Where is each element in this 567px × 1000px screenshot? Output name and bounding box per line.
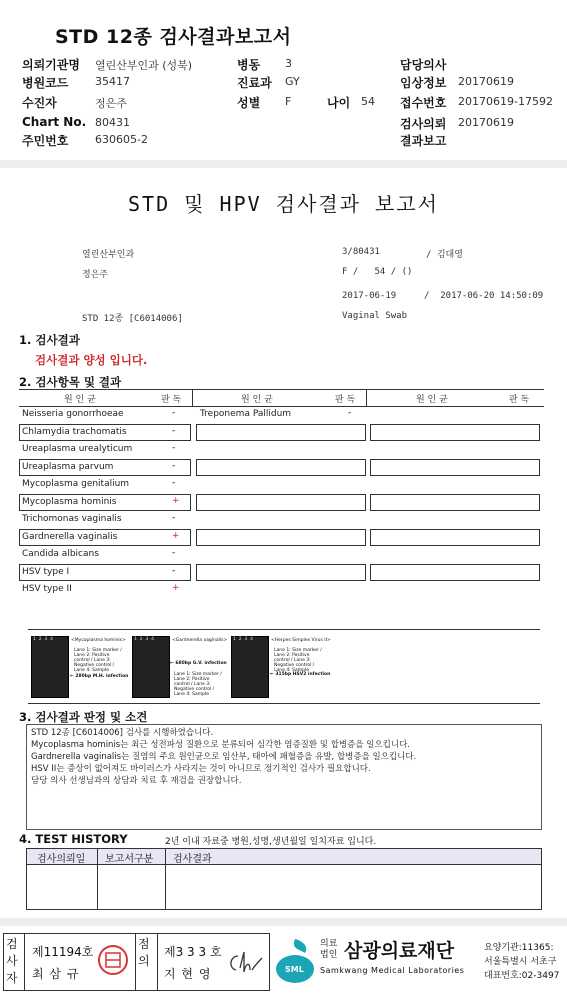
pathogen-name: Mycoplasma hominis [22,497,117,507]
org-name: 삼광의료재단 [344,940,455,962]
gel-band: ← 315bp HSV2 infection [270,672,331,677]
pathogen-name: HSV type I [22,567,70,577]
field-label: 주민번호 [22,134,69,148]
org-info-3: 대표번호:02-3497 [484,971,560,981]
history-col: 검사의뢰일 [37,854,86,865]
result-table-header [19,389,544,407]
opinion-line: 담당 의사 선생님과의 상담과 치료 후 재검을 권장합니다. [31,776,242,786]
field-label: 의뢰기관명 [22,58,80,72]
gel-title: <Mycoplasma hominis> [71,638,126,643]
judge-sign: - [172,548,176,558]
gel-bottom-rule [28,703,540,704]
col-pathogen: 원 인 균 [64,395,96,405]
judge-sign: - [172,478,176,488]
opinion-line: HSV II는 증상이 없어져도 바이러스가 사라지는 것이 아니므로 정기적인 검사가 필요합니다. [31,764,371,774]
field-value: 80431 [95,116,130,129]
field-label: 임상정보 [400,76,447,90]
col-divider [192,390,193,406]
pathogen-name: Neisseria gonorrhoeae [22,409,124,419]
pathogen-name: Mycoplasma genitalium [22,479,130,489]
org-info-2: 서울특별시 서초구 [484,957,557,967]
gel-band: ← 280bp M.H. infection [70,674,129,679]
opinion-line: Gardnerella vaginalis는 질염의 주요 원인균으로 임산부, 태아에 패혈증을 유발, 합병증을 일으킵니다. [31,752,417,762]
history-divider [97,849,98,909]
org-english: Samkwang Medical Laboratories [320,966,465,975]
inspector-license: 제11194호 [32,945,94,959]
field-label: 수진자 [22,96,57,110]
info-date-received: 2017-06-19 [342,291,397,301]
signature-box [3,933,270,991]
field-value: GY [285,75,300,88]
section1-result: 검사결과 양성 입니다. [35,353,148,367]
empty-result-box [196,529,366,546]
gel-image-gv [132,636,170,698]
field-label: 진료과 [237,76,272,90]
pathogen-name: Trichomonas vaginalis [22,514,122,524]
judge-sign: - [172,566,176,576]
footer-rule [135,934,136,990]
field-value: 열린산부인과 (성북) [95,59,193,72]
logo-text: SML [285,965,304,974]
gel-legend: Lane 1: Size marker / Lane 2: Positive control / Lane 3: Negative control / Lane 4: Sample [274,648,322,673]
pathogen-name: Ureaplasma parvum [22,462,114,472]
info-doctor: / 김대영 [426,250,463,260]
empty-result-box [196,424,366,441]
empty-result-box [196,494,366,511]
gel-title: <Gardnerella vaginalis> [172,638,228,643]
field-value: F [285,95,292,108]
info-test: STD 12종 [C6014006] [82,314,183,324]
inspector-label: 검사자 [6,937,18,985]
col-pathogen: 원 인 균 [416,395,448,405]
info-patient: 정은주 [82,270,109,280]
empty-result-box [196,564,366,581]
col-divider [366,390,367,406]
col2-first-sign: - [348,408,352,418]
info-chart: 3/80431 [342,247,380,257]
field-label: 나이 [327,96,351,110]
pathogen-name: Candida albicans [22,549,99,559]
opinion-line: STD 12종 [C6014006] 검사를 시행하였습니다. [31,728,214,738]
field-label: 검사의뢰 [400,117,447,131]
pathogen-name: Gardnerella vaginalis [22,532,118,542]
section2-title: 2. 검사항목 및 결과 [19,375,122,389]
judge-sign: - [172,513,176,523]
gel-top-rule [28,629,540,630]
gel-title: <Herpes Simplex Virus II> [271,638,331,643]
info-date-reported: / 2017-06-20 14:50:09 [424,291,544,301]
opinion-line: Mycoplasma hominis는 최근 성전파성 질환으로 분류되어 심각한 염증질환 및 합병증을 일으킵니다. [31,740,411,750]
judge-sign: + [172,583,180,593]
field-value: 3 [285,57,292,70]
gel-lanes: 1 2 3 4 [134,637,155,642]
gel-legend: Lane 1: Size marker / Lane 2: Positive control / Lane 3: Negative control / Lane 4: Sample [74,648,122,673]
col-judge: 판 독 [161,395,182,405]
inspector-name: 최 삼 규 [32,967,80,981]
judge-sign: + [172,496,180,506]
opinion-box [26,724,542,830]
gel-lanes: 1 2 3 4 [33,637,54,642]
org-prefix: 의료법인 [320,939,338,960]
field-value: 630605-2 [95,133,148,146]
gel-lanes: 1 2 3 4 [233,637,254,642]
field-label: 병원코드 [22,76,69,90]
inspector-seal-icon [96,943,130,977]
doctor-license: 제3 3 3 호 [164,945,222,959]
field-label: 담당의사 [400,58,447,72]
info-specimen: Vaginal Swab [342,311,408,321]
judge-sign: - [172,443,176,453]
field-value: 20170619 [458,116,514,129]
judge-sign: - [172,461,176,471]
field-label: Chart No. [22,115,87,129]
section4-title: 4. TEST HISTORY [19,832,128,846]
section1-title: 1. 검사결과 [19,333,80,347]
field-label: 성별 [237,96,261,110]
empty-result-box [370,459,540,476]
field-value: 35417 [95,75,130,88]
footer-divider [0,918,567,926]
doctor-name: 지 현 영 [164,967,212,981]
pathogen-name: Chlamydia trachomatis [22,427,127,437]
history-note: 2년 이내 자료중 병원,성명,생년월일 일치자료 입니다. [165,837,377,847]
empty-result-box [370,424,540,441]
field-value: 20170619-17592 [458,95,553,108]
section3-title: 3. 검사결과 판정 및 소견 [19,710,148,724]
pathogen-name: HSV type II [22,584,72,594]
field-value: 20170619 [458,75,514,88]
footer-rule [157,934,158,990]
info-sex-age: F / 54 / () [342,267,413,277]
gel-image-mh [31,636,69,698]
col-judge: 판 독 [509,395,530,405]
sml-logo-icon [273,937,317,985]
field-label: 접수번호 [400,96,447,110]
field-value: 정은주 [95,97,127,110]
pathogen-name: Ureaplasma urealyticum [22,444,133,454]
empty-result-box [370,494,540,511]
report-title: STD 및 HPV 검사결과 보고서 [128,192,439,216]
gel-image-hsv [231,636,269,698]
empty-result-box [370,529,540,546]
doctor-signature-icon [226,948,264,978]
history-divider [165,849,166,909]
history-col: 검사결과 [173,854,212,865]
judge-sign: - [172,408,176,418]
field-value: 54 [361,95,375,108]
col2-first-name: Treponema Pallidum [200,409,292,419]
history-header [27,849,541,865]
org-info-1: 요양기관:11365: [484,943,554,953]
judge-sign: + [172,531,180,541]
header-title: STD 12종 검사결과보고서 [55,26,292,48]
field-label: 결과보고 [400,134,447,148]
footer-rule [24,934,25,990]
col-judge: 판 독 [335,395,356,405]
info-hospital: 열린산부인과 [82,250,135,260]
history-col: 보고서구분 [105,854,154,865]
empty-result-box [370,564,540,581]
gel-legend: Lane 1: Size marker / Lane 2: Positive control / Lane 3: Negative control / Lane 4: Sample [174,672,222,697]
doctor-label: 점의 [138,937,150,968]
field-label: 병동 [237,58,261,72]
col-pathogen: 원 인 균 [241,395,273,405]
gel-band: ← 680bp G.V. infection [170,661,227,666]
history-table [26,848,542,910]
judge-sign: - [172,426,176,436]
empty-result-box [196,459,366,476]
header-divider [0,160,567,168]
